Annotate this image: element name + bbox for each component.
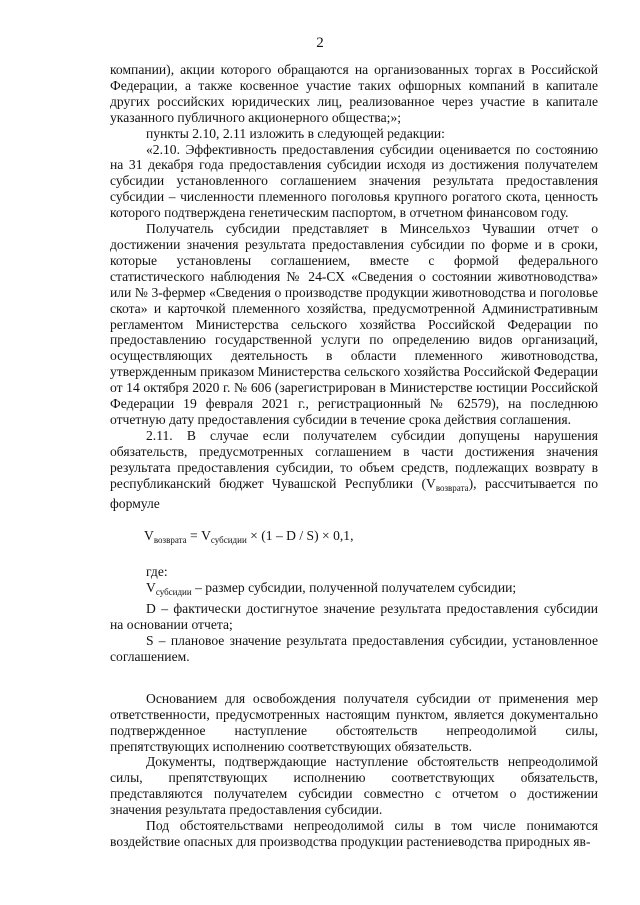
subscript: возврата: [435, 482, 469, 493]
paragraph-text: ), рассчитывается по формуле: [110, 475, 598, 512]
document-body: [110, 62, 598, 850]
page-number: 2: [316, 35, 324, 51]
paragraph: Основанием для освобождения получателя субсидии от применения мер ответственности, предусмотренных настоящим пунктом, является документально подтвержденное наступление обстоятельств непреодолимой силы, препятствующих исполнению соответствующих обязательств.: [110, 690, 598, 754]
paragraph: Документы, подтверждающие наступление обстоятельств непреодолимой силы, препятствующих исполнению соответствующих обязательств, представляются получателем субсидии совместно с отчетом о достижении значения результата предоставления субсидии.: [110, 754, 598, 818]
paragraph-text: 2.11. В случае если получателем субсидии допущены нарушения обязательств, предусмотренных соглашением в части достижения значения результата предоставления субсидии, то объем средств, подлежащих возврату в республиканский бюджет Чувашской Республики (V: [110, 427, 598, 491]
paragraph-2-11: [110, 428, 598, 513]
paragraph: Получатель субсидии представляет в Минсельхоз Чувашии отчет о достижении значения результата предоставления субсидии по форме и в сроки, которые установлены соглашением, вместе с формой федерального статистического наблюдения № 24-СХ «Сведения о состоянии животноводства» или № 3-фермер «Сведения о производстве продукции животноводства и поголовье скота» и карточкой племенного хозяйства, предусмотренной Административным регламентом Министерства сельского хозяйства Российской Федерации по предоставлению государственной услуги по определению видов организаций, осуществляющих деятельность в области племенного животноводства, утвержденным приказом Министерства сельского хозяйства Российской Федерации от 14 октября 2020 г. № 606 (зарегистрирован в Министерстве юстиции Российской Федерации 19 февраля 2021 г., регистрационный № 62579), на последнюю отчетную дату предоставления субсидии в течение срока действия соглашения.: [110, 221, 598, 427]
definition-v-subsidy: $V_{субсидии}$ – размер субсидии, полученной получателем субсидии;: [146, 580, 517, 598]
paragraph: пункты 2.10, 2.11 изложить в следующей редакции:: [146, 125, 445, 141]
where-label: где:: [146, 564, 168, 580]
definition-d: D – фактически достигнутое значение результата предоставления субсидии на основании отчета;: [110, 601, 598, 633]
paragraph: компании), акции которого обращаются на организованных торгах в Российской Федерации, а также косвенное участие таких офшорных компаний в капитале других российских юридических лиц, реализованное через участие в капитале указанного публичного акционерного общества;»;: [110, 62, 598, 125]
paragraph: Под обстоятельствами непреодолимой силы в том числе понимаются воздействие опасных для производства продукции растениеводства природных яв-: [110, 818, 598, 849]
paragraph-2-10: «2.10. Эффективность предоставления субсидии оценивается по состоянию на 31 декабря года предоставления субсидии исходя из достижения получателем субсидии установленного соглашением значения результата предоставления субсидии – численности племенного поголовья крупного рогатого скота, ценность которого подтверждена генетическим паспортом, в отчетном финансовом году.: [110, 141, 598, 221]
definition-s: S – плановое значение результата предоставления субсидии, установленное соглашением.: [110, 633, 598, 664]
formula: $V_{возврата} = V_{субсидии} \times (1 - D / S) \times 0,1$,: [144, 528, 354, 546]
